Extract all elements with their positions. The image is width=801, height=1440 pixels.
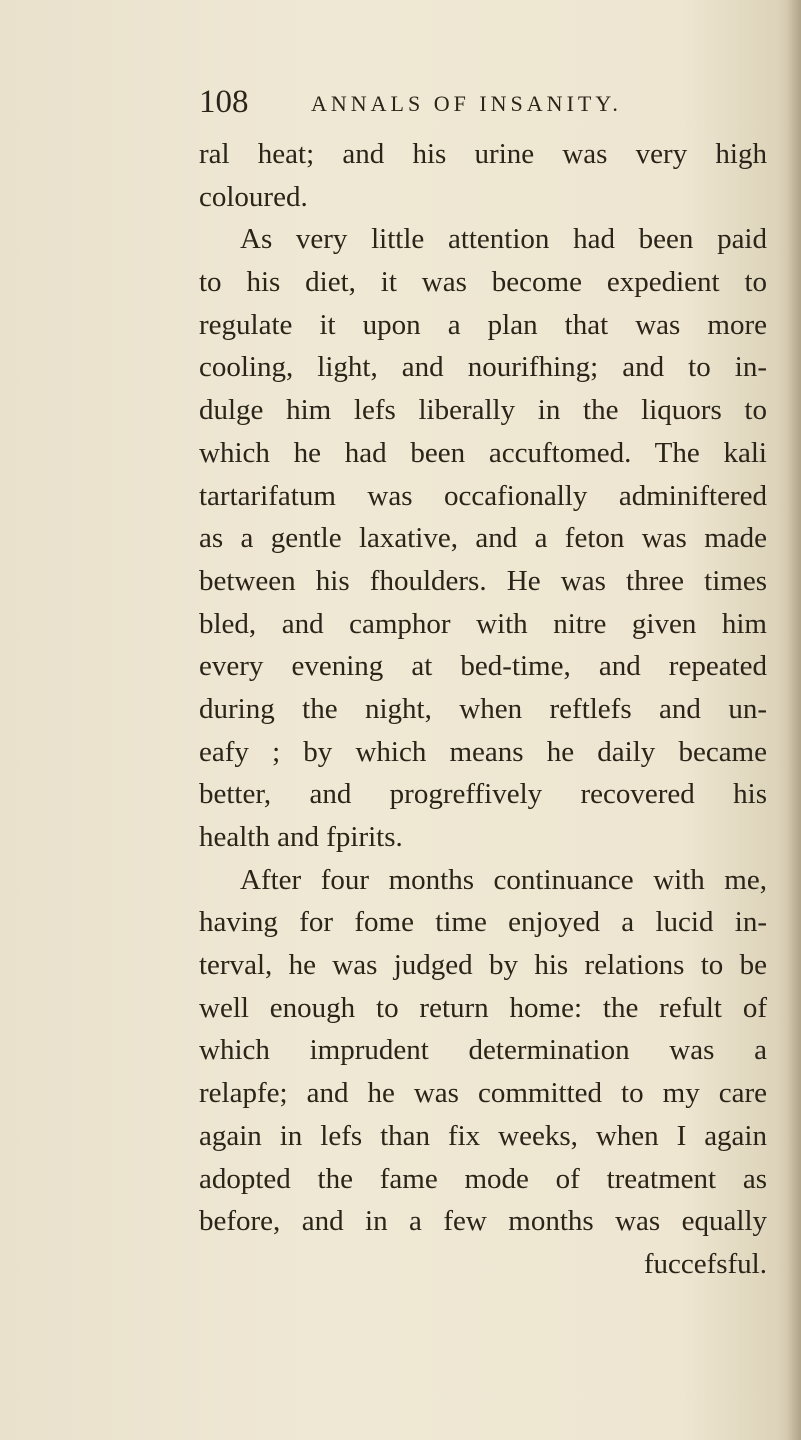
text-line: tartarifatum was occafionally adminiftered: [199, 479, 767, 512]
text-line: eafy ; by which means he daily became: [199, 735, 767, 768]
text-line: relapfe; and he was committed to my care: [199, 1077, 767, 1110]
text-line: which imprudent determination was a: [199, 1034, 767, 1067]
text-line: dulge him lefs liberally in the liquors to: [199, 394, 767, 427]
text-line: as a gentle laxative, and a feton was made: [199, 522, 767, 555]
text-line: coloured.: [199, 180, 308, 213]
text-line: bled, and camphor with nitre given him: [199, 607, 767, 640]
page-number: 108: [199, 84, 249, 120]
body-text: [199, 133, 767, 1286]
text-line: fuccefsful.: [643, 1247, 767, 1280]
text-line: well enough to return home: the refult of: [199, 991, 767, 1024]
text-line: having for fome time enjoyed a lucid in-: [199, 906, 767, 939]
text-line: As very little attention had been paid: [240, 223, 767, 256]
text-line: better, and progreffively recovered his: [199, 778, 767, 811]
text-line: before, and in a few months was equally: [199, 1205, 767, 1238]
text-line: cooling, light, and nourifhing; and to in-: [199, 351, 767, 384]
text-line: adopted the fame mode of treatment as: [199, 1162, 767, 1195]
page-header: [199, 82, 759, 122]
text-line: between his fhoulders. He was three times: [199, 564, 767, 597]
text-line: during the night, when reftlefs and un-: [199, 692, 767, 725]
text-line: After four months continuance with me,: [240, 863, 767, 896]
text-line: health and fpirits.: [199, 821, 403, 853]
text-line: again in lefs than fix weeks, when I again: [199, 1119, 767, 1152]
text-line: regulate it upon a plan that was more: [199, 308, 767, 341]
text-line: ral heat; and his urine was very high: [199, 138, 767, 170]
text-line: to his diet, it was become expedient to: [199, 266, 767, 299]
page-edge-shadow: [787, 0, 801, 1440]
text-line: terval, he was judged by his relations to be: [199, 949, 767, 982]
text-line: every evening at bed-time, and repeated: [199, 650, 767, 683]
text-line: which he had been accuftomed. The kali: [199, 436, 767, 469]
running-head: ANNALS OF INSANITY.: [311, 91, 622, 116]
